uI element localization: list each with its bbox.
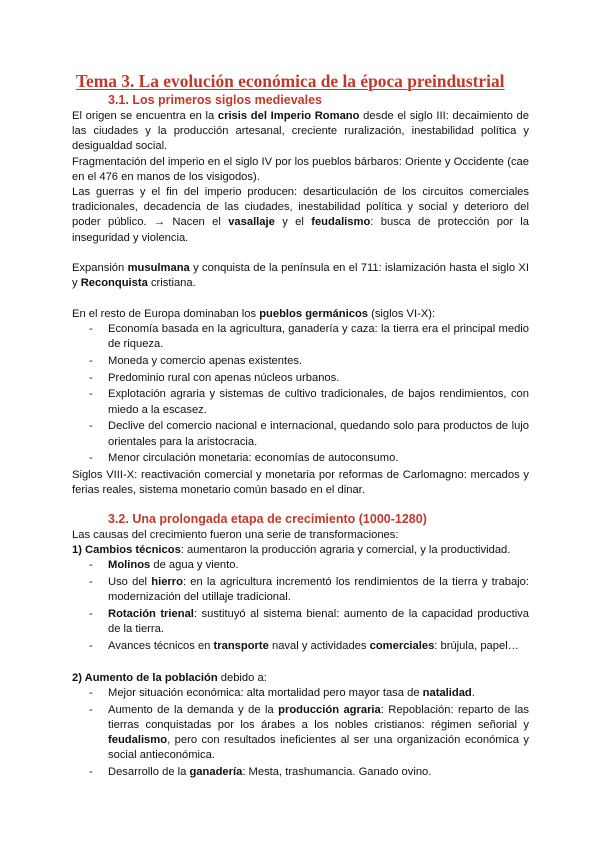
paragraph-origin: El origen se encuentra en la crisis del Imperio Romano desde el siglo III: decaimiento de las ciudades y la producción artesanal, creciente ruralización, inestabilidad política y desigualdad social. — [72, 110, 529, 153]
list-item: - Mejor situación económica: alta mortalidad pero mayor tasa de natalidad. — [108, 686, 529, 703]
section-heading-3-1: 3.1. Los primeros siglos medievales — [108, 93, 322, 107]
section-heading-3-2: 3.2. Una prolongada etapa de crecimiento (1000-1280) — [108, 511, 427, 526]
document-page — [72, 70, 529, 782]
list-item: - Desarrollo de la ganadería: Mesta, trashumancia. Ganado ovino. — [108, 765, 529, 782]
paragraph-germanic-peoples: En el resto de Europa dominaban los pueblos germánicos (siglos VI-X): — [72, 307, 436, 320]
germanic-features-list — [72, 322, 529, 468]
list-item: - Molinos de agua y viento. — [108, 558, 529, 575]
paragraph-muslim-expansion: Expansión musulmana y conquista de la península en el 711: islamización hasta el siglo XI y Reconquista cristiana. — [72, 262, 529, 290]
list-item: - Economía basada en la agricultura, ganadería y caza: la tierra era el principal medio de riqueza. — [108, 322, 529, 354]
list-item: - Predominio rural con apenas núcleos urbanos. — [108, 371, 529, 388]
list-item: - Moneda y comercio apenas existentes. — [108, 354, 529, 371]
list-item: - Aumento de la demanda y de la producción agraria: Repoblación: reparto de las tierras conquistadas por los árabes a los nobles cristianos: régimen señorial y feudalismo, pero con resultados ineficientes al ser una organización económica y social antieconómica. — [108, 703, 529, 765]
technical-changes-list — [72, 558, 529, 656]
paragraph-wars: Las guerras y el fin del imperio producen: desarticulación de los circuitos comerciales tradicionales, decadencia de las ciudades, inestabilidad política y social y deterioro del poder público. → Nacen el vasallaje y el feudalismo: busca de protección por la inseguridad y violencia. — [72, 186, 529, 244]
list-item: - Menor circulación monetaria: economías de autoconsumo. — [108, 451, 529, 468]
group-technical-changes: 1) Cambios técnicos: aumentaron la producción agraria y comercial, y la productividad. — [72, 543, 511, 556]
list-item: - Explotación agraria y sistemas de cultivo tradicionales, de bajos rendimientos, con miedo a la escasez. — [108, 387, 529, 419]
list-item: - Avances técnicos en transporte naval y actividades comerciales: brújula, papel… — [108, 639, 529, 656]
list-item: - Declive del comercio nacional e internacional, quedando solo para productos de lujo orientales para la aristocracia. — [108, 419, 529, 451]
page-title: Tema 3. La evolución económica de la época preindustrial — [76, 71, 505, 91]
list-item: - Uso del hierro: en la agricultura incrementó los rendimientos de la tierra y trabajo: modernización del utillaje tradicional. — [108, 575, 529, 607]
paragraph-causes-intro: Las causas del crecimiento fueron una serie de transformaciones: — [72, 528, 399, 541]
paragraph-carolingian: Siglos VIII-X: reactivación comercial y monetaria por reformas de Carlomagno: mercados y ferias reales, sistema monetario común basado en el dinar. — [72, 469, 529, 497]
paragraph-fragmentation: Fragmentación del imperio en el siglo IV por los pueblos bárbaros: Oriente y Occidente (cae en el 476 en manos de los visigodos). — [72, 155, 529, 183]
group-population-growth: 2) Aumento de la población debido a: — [72, 671, 267, 684]
list-item: - Rotación trienal: sustituyó al sistema bienal: aumento de la capacidad productiva de la tierra. — [108, 607, 529, 639]
population-growth-list — [72, 686, 529, 782]
